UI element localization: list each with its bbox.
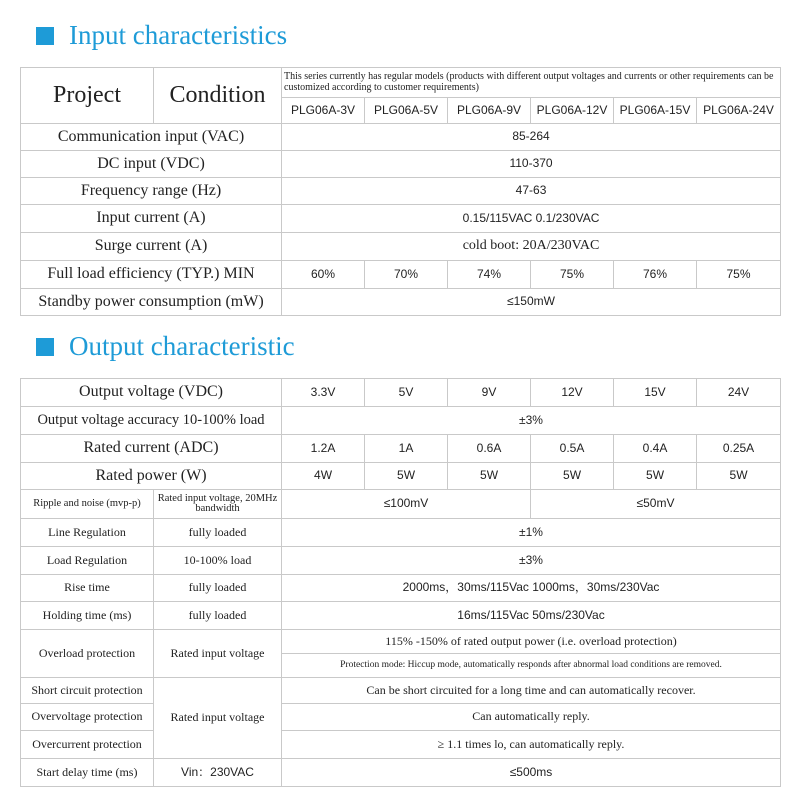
load-regulation-label: Load Regulation (21, 547, 154, 575)
rated-power-value: 5W (448, 463, 531, 490)
start-delay-value: ≤500ms (282, 759, 781, 787)
ripple-value-low: ≤100mV (282, 490, 531, 519)
output-section-title-text: Output characteristic (69, 331, 295, 361)
efficiency-value: 70% (365, 261, 448, 289)
holding-time-label: Holding time (ms) (21, 602, 154, 630)
ripple-value-high: ≤50mV (531, 490, 781, 519)
model-header: PLG06A-24V (697, 98, 781, 124)
table-row (21, 463, 781, 490)
row-label: Communication input (VAC) (21, 124, 282, 151)
project-header: Project (21, 68, 154, 124)
efficiency-value: 75% (697, 261, 781, 289)
model-header: PLG06A-3V (282, 98, 365, 124)
rise-time-condition: fully loaded (154, 575, 282, 602)
table-row (21, 731, 781, 759)
output-voltage-value: 3.3V (282, 379, 365, 407)
table-row (21, 490, 781, 519)
rated-power-value: 5W (697, 463, 781, 490)
row-value: cold boot: 20A/230VAC (282, 233, 781, 261)
table-row (21, 178, 781, 205)
overload-label: Overload protection (21, 630, 154, 678)
line-regulation-value: ±1% (282, 519, 781, 547)
table-row (21, 289, 781, 316)
overload-mode: Protection mode: Hiccup mode, automatically responds after abnormal load conditions are removed. (282, 654, 781, 678)
holding-time-condition: fully loaded (154, 602, 282, 630)
rated-power-value: 4W (282, 463, 365, 490)
table-row (21, 630, 781, 654)
accuracy-label: Output voltage accuracy 10-100% load (21, 407, 282, 435)
rated-current-value: 1A (365, 435, 448, 463)
table-row (21, 678, 781, 704)
series-note: This series currently has regular models (products with different output voltages and currents or other requirements can be customized according to customer requirements) (282, 68, 781, 98)
overload-value: 115% -150% of rated output power (i.e. overload protection) (282, 630, 781, 654)
efficiency-value: 74% (448, 261, 531, 289)
overload-condition: Rated input voltage (154, 630, 282, 678)
standby-label: Standby power consumption (mW) (21, 289, 282, 316)
rise-time-label: Rise time (21, 575, 154, 602)
rated-current-label: Rated current (ADC) (21, 435, 282, 463)
table-row (21, 547, 781, 575)
standby-value: ≤150mW (282, 289, 781, 316)
short-circuit-label: Short circuit protection (21, 678, 154, 704)
ripple-label: Ripple and noise (mvp-p) (21, 490, 154, 519)
rated-power-value: 5W (365, 463, 448, 490)
row-label: DC input (VDC) (21, 151, 282, 178)
output-voltage-value: 5V (365, 379, 448, 407)
model-header: PLG06A-5V (365, 98, 448, 124)
section-marker-icon (36, 27, 54, 45)
table-row (21, 205, 781, 233)
start-delay-condition: Vin：230VAC (154, 759, 282, 787)
model-header: PLG06A-9V (448, 98, 531, 124)
rated-current-value: 0.4A (614, 435, 697, 463)
efficiency-value: 75% (531, 261, 614, 289)
rated-current-value: 1.2A (282, 435, 365, 463)
table-row (21, 602, 781, 630)
overvoltage-label: Overvoltage protection (21, 704, 154, 731)
section-marker-icon (36, 338, 54, 356)
efficiency-label: Full load efficiency (TYP.) MIN (21, 261, 282, 289)
table-row (21, 435, 781, 463)
efficiency-value: 76% (614, 261, 697, 289)
row-label: Frequency range (Hz) (21, 178, 282, 205)
model-header: PLG06A-15V (614, 98, 697, 124)
overcurrent-value: ≥ 1.1 times lo, can automatically reply. (282, 731, 781, 759)
rated-current-value: 0.5A (531, 435, 614, 463)
holding-time-value: 16ms/115Vac 50ms/230Vac (282, 602, 781, 630)
condition-header: Condition (154, 68, 282, 124)
rise-time-value: 2000ms，30ms/115Vac 1000ms，30ms/230Vac (282, 575, 781, 602)
row-label: Surge current (A) (21, 233, 282, 261)
rated-power-value: 5W (614, 463, 697, 490)
line-regulation-label: Line Regulation (21, 519, 154, 547)
protection-condition: Rated input voltage (154, 678, 282, 759)
output-voltage-value: 12V (531, 379, 614, 407)
table-row (21, 704, 781, 731)
table-row (21, 233, 781, 261)
row-value: 110-370 (282, 151, 781, 178)
row-value: 0.15/115VAC 0.1/230VAC (282, 205, 781, 233)
efficiency-value: 60% (282, 261, 365, 289)
short-circuit-value: Can be short circuited for a long time and can automatically recover. (282, 678, 781, 704)
line-regulation-condition: fully loaded (154, 519, 282, 547)
model-header: PLG06A-12V (531, 98, 614, 124)
rated-current-value: 0.6A (448, 435, 531, 463)
output-voltage-value: 9V (448, 379, 531, 407)
output-characteristics-table (20, 378, 781, 787)
output-voltage-label: Output voltage (VDC) (21, 379, 282, 407)
table-row (21, 759, 781, 787)
table-row (21, 151, 781, 178)
input-section-title-text: Input characteristics (69, 20, 288, 50)
ripple-condition: Rated input voltage, 20MHz bandwidth (154, 490, 282, 519)
load-regulation-condition: 10-100% load (154, 547, 282, 575)
output-voltage-value: 15V (614, 379, 697, 407)
output-voltage-value: 24V (697, 379, 781, 407)
rated-power-label: Rated power (W) (21, 463, 282, 490)
start-delay-label: Start delay time (ms) (21, 759, 154, 787)
table-row (21, 261, 781, 289)
accuracy-value: ±3% (282, 407, 781, 435)
overvoltage-value: Can automatically reply. (282, 704, 781, 731)
load-regulation-value: ±3% (282, 547, 781, 575)
table-row (21, 575, 781, 602)
row-value: 47-63 (282, 178, 781, 205)
input-section-title (36, 20, 287, 51)
table-row (21, 124, 781, 151)
rated-power-value: 5W (531, 463, 614, 490)
input-characteristics-table (20, 67, 781, 316)
output-section-title (36, 331, 295, 362)
rated-current-value: 0.25A (697, 435, 781, 463)
row-value: 85-264 (282, 124, 781, 151)
table-row (21, 519, 781, 547)
table-row (21, 407, 781, 435)
row-label: Input current (A) (21, 205, 282, 233)
overcurrent-label: Overcurrent protection (21, 731, 154, 759)
table-row (21, 379, 781, 407)
